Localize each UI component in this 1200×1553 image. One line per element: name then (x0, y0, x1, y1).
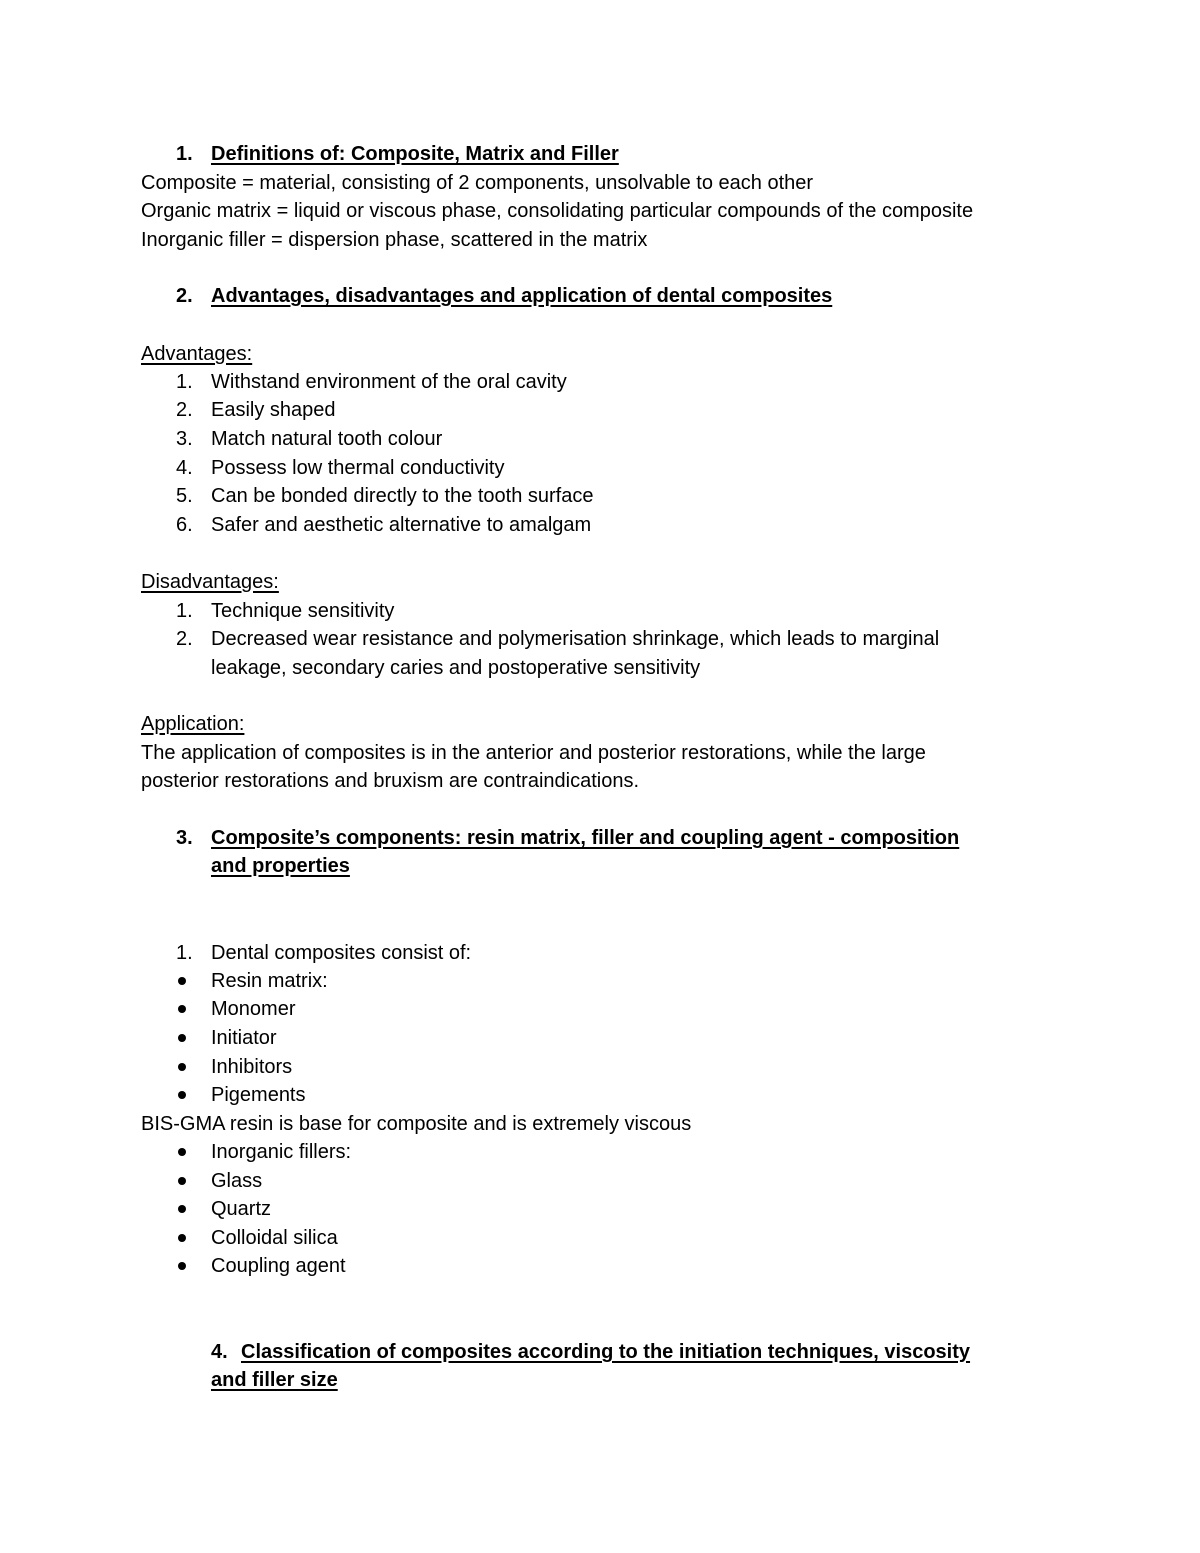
section-1-title: Definitions of: Composite, Matrix and Filler (211, 143, 619, 165)
disadvantages-label: Disadvantages: (141, 571, 279, 593)
disadvantage-number: 1. (176, 600, 193, 622)
disadvantage-item: Technique sensitivity (211, 600, 395, 622)
advantage-number: 3. (176, 428, 193, 450)
filler-item: Glass (211, 1170, 263, 1192)
advantage-item: Withstand environment of the oral cavity (211, 371, 567, 393)
filler-item: Colloidal silica (211, 1227, 338, 1249)
bullet-icon (178, 1148, 186, 1156)
filler-item: Coupling agent (211, 1255, 346, 1277)
advantages-label: Advantages: (141, 343, 253, 365)
advantage-item: Easily shaped (211, 399, 336, 421)
section-2-title: Advantages, disadvantages and application of dental composites (211, 285, 833, 307)
bullet-icon (178, 1177, 186, 1185)
components-intro: Dental composites consist of: (211, 942, 472, 964)
bullet-icon (178, 1205, 186, 1213)
advantage-item: Can be bonded directly to the tooth surface (211, 485, 594, 507)
section-1-number: 1. (176, 143, 193, 165)
advantage-number: 1. (176, 371, 193, 393)
advantage-number: 5. (176, 485, 193, 507)
application-text: posterior restorations and bruxism are contraindications. (141, 770, 640, 792)
bullet-icon (178, 977, 186, 985)
section-4-title-continued: and filler size (211, 1369, 338, 1391)
section-3-title: Composite’s components: resin matrix, filler and coupling agent - composition (211, 827, 960, 849)
advantage-item: Match natural tooth colour (211, 428, 443, 450)
definition-matrix: Organic matrix = liquid or viscous phase, consolidating particular compounds of the composite (141, 200, 974, 222)
disadvantage-number: 2. (176, 628, 193, 650)
component-item: Monomer (211, 998, 296, 1020)
advantage-number: 6. (176, 514, 193, 536)
component-item: Initiator (211, 1027, 277, 1049)
section-4-number: 4. (211, 1341, 228, 1363)
advantage-number: 2. (176, 399, 193, 421)
disadvantage-item: Decreased wear resistance and polymerisation shrinkage, which leads to marginal (211, 628, 940, 650)
bullet-icon (178, 1262, 186, 1270)
bis-gma-note: BIS-GMA resin is base for composite and is extremely viscous (141, 1113, 692, 1135)
section-4-title: Classification of composites according to the initiation techniques, viscosity (241, 1341, 971, 1363)
filler-item: Quartz (211, 1198, 272, 1220)
definition-filler: Inorganic filler = dispersion phase, scattered in the matrix (141, 229, 648, 251)
advantage-number: 4. (176, 457, 193, 479)
bullet-icon (178, 1234, 186, 1242)
bullet-icon (178, 1063, 186, 1071)
components-intro-number: 1. (176, 942, 193, 964)
application-text: The application of composites is in the anterior and posterior restorations, while the large (141, 742, 926, 764)
component-item: Resin matrix: (211, 970, 328, 992)
section-3-number: 3. (176, 827, 193, 849)
filler-item: Inorganic fillers: (211, 1141, 352, 1163)
bullet-icon (178, 1005, 186, 1013)
application-label: Application: (141, 713, 245, 735)
advantage-item: Safer and aesthetic alternative to amalgam (211, 514, 592, 536)
component-item: Pigements (211, 1084, 306, 1106)
definition-composite: Composite = material, consisting of 2 components, unsolvable to each other (141, 172, 814, 194)
disadvantage-item-continued: leakage, secondary caries and postoperative sensitivity (211, 657, 701, 679)
section-3-title-continued: and properties (211, 855, 350, 877)
bullet-icon (178, 1091, 186, 1099)
component-item: Inhibitors (211, 1056, 293, 1078)
advantage-item: Possess low thermal conductivity (211, 457, 505, 479)
section-2-number: 2. (176, 285, 193, 307)
bullet-icon (178, 1034, 186, 1042)
